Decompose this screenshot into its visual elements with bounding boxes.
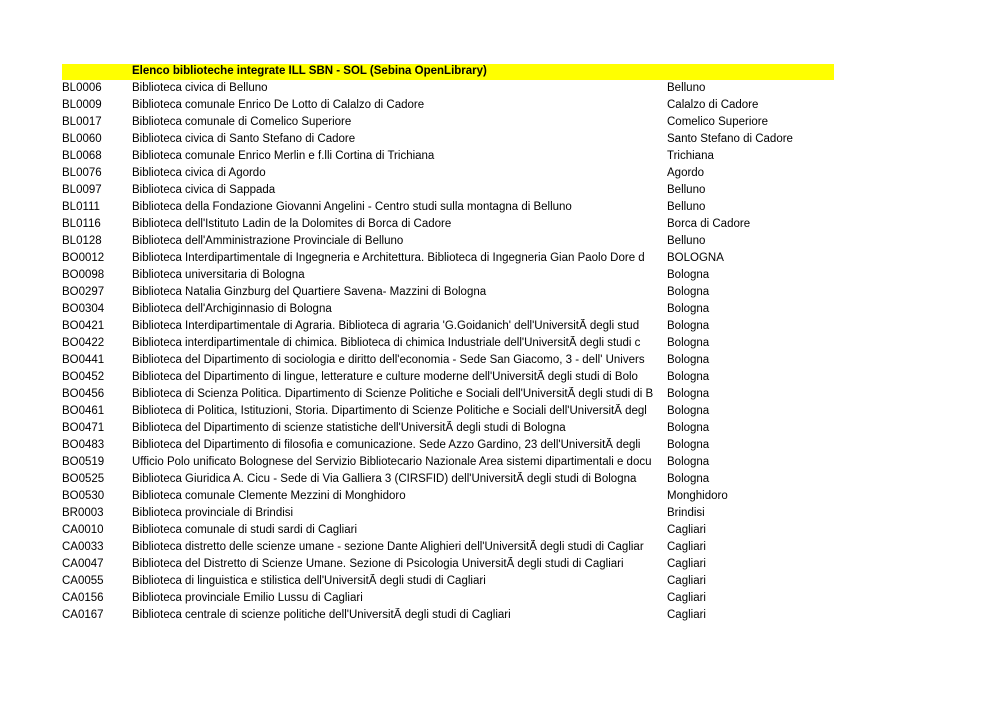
library-code: BL0060 (62, 133, 102, 145)
table-row (62, 522, 834, 539)
library-name: Biblioteca comunale di studi sardi di Cagliari (132, 524, 358, 536)
library-city: Bologna (667, 337, 710, 349)
table-row (62, 284, 834, 301)
library-city: Agordo (667, 167, 705, 179)
library-name: Biblioteca civica di Agordo (132, 167, 266, 179)
library-name: Biblioteca comunale Enrico De Lotto di Calalzo di Cadore (132, 99, 425, 111)
library-code: BO0461 (62, 405, 105, 417)
table-row (62, 80, 834, 97)
library-code: BL0116 (62, 218, 101, 230)
library-name: Biblioteca del Dipartimento di sociologia e diritto dell'economia - Sede San Giacomo, 3 - dell' Univers (132, 354, 645, 366)
table-row (62, 573, 834, 590)
library-city: Cagliari (667, 558, 706, 570)
table-row (62, 454, 834, 471)
library-code: BO0098 (62, 269, 105, 281)
table-row (62, 505, 834, 522)
table-row (62, 386, 834, 403)
table-row (62, 97, 834, 114)
library-city: Cagliari (667, 575, 706, 587)
library-name: Ufficio Polo unificato Bolognese del Servizio Bibliotecario Nazionale Area sistemi dipartimentali e docu (132, 456, 652, 468)
table-row (62, 556, 834, 573)
library-city: Bologna (667, 405, 710, 417)
library-city: Monghidoro (667, 490, 728, 502)
library-name: Biblioteca Interdipartimentale di Ingegneria e Architettura. Biblioteca di Ingegneria Gian Paolo Dore d (132, 252, 645, 264)
library-code: BO0304 (62, 303, 105, 315)
library-city: BOLOGNA (667, 252, 724, 264)
library-code: BL0111 (62, 201, 100, 213)
library-name: Biblioteca comunale di Comelico Superiore (132, 116, 352, 128)
library-name: Biblioteca centrale di scienze politiche dell'UniversitÃ degli studi di Cagliari (132, 609, 511, 621)
library-city: Brindisi (667, 507, 705, 519)
library-code: CA0047 (62, 558, 104, 570)
table-row (62, 539, 834, 556)
table-row (62, 114, 834, 131)
library-name: Biblioteca distretto delle scienze umane - sezione Dante Alighieri dell'UniversitÃ degli studi di Cagliar (132, 541, 644, 553)
table-row (62, 233, 834, 250)
library-city: Belluno (667, 235, 706, 247)
table-row (62, 590, 834, 607)
table-row (62, 437, 834, 454)
library-name: Biblioteca del Distretto di Scienze Umane. Sezione di Psicologia UniversitÃ degli studi di Cagliari (132, 558, 624, 570)
library-name: Biblioteca Natalia Ginzburg del Quartiere Savena- Mazzini di Bologna (132, 286, 487, 298)
library-code: BL0076 (62, 167, 102, 179)
library-name: Biblioteca Interdipartimentale di Agraria. Biblioteca di agraria 'G.Goidanich' dell'UniversitÃ degli stud (132, 320, 640, 332)
library-code: BO0530 (62, 490, 105, 502)
library-city: Trichiana (667, 150, 714, 162)
library-code: BL0006 (62, 82, 102, 94)
table-row (62, 471, 834, 488)
table-row (62, 369, 834, 386)
library-rows (62, 80, 834, 624)
library-code: BO0421 (62, 320, 105, 332)
library-name: Biblioteca Giuridica A. Cicu - Sede di Via Galliera 3 (CIRSFID) dell'UniversitÃ degli studi di Bologna (132, 473, 637, 485)
library-code: BL0017 (62, 116, 102, 128)
library-code: BL0128 (62, 235, 102, 247)
library-code: BL0009 (62, 99, 102, 111)
table-row (62, 216, 834, 233)
table-row (62, 267, 834, 284)
table-row (62, 318, 834, 335)
table-row (62, 607, 834, 624)
library-city: Cagliari (667, 524, 706, 536)
library-city: Belluno (667, 82, 706, 94)
library-name: Biblioteca provinciale di Brindisi (132, 507, 294, 519)
library-city: Bologna (667, 269, 710, 281)
library-name: Biblioteca del Dipartimento di filosofia e comunicazione. Sede Azzo Gardino, 23 dell'UniversitÃ degli (132, 439, 641, 451)
library-city: Bologna (667, 286, 710, 298)
library-city: Santo Stefano di Cadore (667, 133, 793, 145)
library-city: Calalzo di Cadore (667, 99, 759, 111)
library-city: Bologna (667, 473, 710, 485)
library-code: BO0483 (62, 439, 105, 451)
table-row (62, 182, 834, 199)
library-city: Bologna (667, 388, 710, 400)
library-code: CA0167 (62, 609, 104, 621)
table-row (62, 131, 834, 148)
library-city: Cagliari (667, 609, 706, 621)
library-name: Biblioteca di linguistica e stilistica dell'UniversitÃ degli studi di Cagliari (132, 575, 486, 587)
library-code: CA0156 (62, 592, 104, 604)
library-city: Bologna (667, 439, 710, 451)
library-name: Biblioteca interdipartimentale di chimica. Biblioteca di chimica Industriale dell'UniversitÃ degli studi c (132, 337, 641, 349)
library-code: BL0097 (62, 184, 102, 196)
library-city: Bologna (667, 422, 710, 434)
table-row (62, 301, 834, 318)
table-row (62, 335, 834, 352)
library-city: Belluno (667, 184, 706, 196)
library-name: Biblioteca comunale Clemente Mezzini di Monghidoro (132, 490, 406, 502)
library-name: Biblioteca comunale Enrico Merlin e f.lli Cortina di Trichiana (132, 150, 435, 162)
library-name: Biblioteca del Dipartimento di scienze statistiche dell'UniversitÃ degli studi di Bologna (132, 422, 566, 434)
library-code: BR0003 (62, 507, 104, 519)
table-row (62, 403, 834, 420)
library-code: CA0010 (62, 524, 104, 536)
library-list-sheet (62, 64, 834, 624)
library-city: Cagliari (667, 541, 706, 553)
library-code: BO0525 (62, 473, 105, 485)
library-name: Biblioteca civica di Santo Stefano di Cadore (132, 133, 356, 145)
library-name: Biblioteca della Fondazione Giovanni Angelini - Centro studi sulla montagna di Belluno (132, 201, 572, 213)
library-city: Bologna (667, 354, 710, 366)
library-city: Bologna (667, 456, 710, 468)
library-name: Biblioteca provinciale Emilio Lussu di Cagliari (132, 592, 363, 604)
library-code: CA0033 (62, 541, 104, 553)
table-row (62, 420, 834, 437)
library-code: BO0456 (62, 388, 105, 400)
library-code: BL0068 (62, 150, 102, 162)
library-name: Biblioteca universitaria di Bologna (132, 269, 305, 281)
library-name: Biblioteca civica di Sappada (132, 184, 276, 196)
table-row (62, 199, 834, 216)
title-row (62, 64, 834, 80)
library-city: Belluno (667, 201, 706, 213)
library-code: BO0012 (62, 252, 105, 264)
library-code: BO0452 (62, 371, 105, 383)
library-city: Bologna (667, 320, 710, 332)
table-row (62, 352, 834, 369)
library-code: BO0519 (62, 456, 105, 468)
library-name: Biblioteca civica di Belluno (132, 82, 268, 94)
library-name: Biblioteca dell'Istituto Ladin de la Dolomites di Borca di Cadore (132, 218, 452, 230)
library-city: Bologna (667, 371, 710, 383)
library-city: Bologna (667, 303, 710, 315)
table-row (62, 148, 834, 165)
library-code: BO0422 (62, 337, 105, 349)
library-code: BO0471 (62, 422, 105, 434)
library-city: Borca di Cadore (667, 218, 751, 230)
table-row (62, 250, 834, 267)
table-row (62, 488, 834, 505)
table-row (62, 165, 834, 182)
library-name: Biblioteca dell'Archiginnasio di Bologna (132, 303, 332, 315)
library-code: CA0055 (62, 575, 104, 587)
list-title: Elenco biblioteche integrate ILL SBN - SOL (Sebina OpenLibrary) (132, 65, 487, 77)
library-name: Biblioteca di Politica, Istituzioni, Storia. Dipartimento di Scienze Politiche e Sociali dell'UniversitÃ degl (132, 405, 647, 417)
library-city: Comelico Superiore (667, 116, 768, 128)
library-name: Biblioteca del Dipartimento di lingue, letterature e culture moderne dell'UniversitÃ degli studi di Bolo (132, 371, 638, 383)
library-code: BO0297 (62, 286, 105, 298)
library-name: Biblioteca di Scienza Politica. Dipartimento di Scienze Politiche e Sociali dell'UniversitÃ degli studi di B (132, 388, 654, 400)
library-city: Cagliari (667, 592, 706, 604)
library-code: BO0441 (62, 354, 105, 366)
library-name: Biblioteca dell'Amministrazione Provinciale di Belluno (132, 235, 404, 247)
